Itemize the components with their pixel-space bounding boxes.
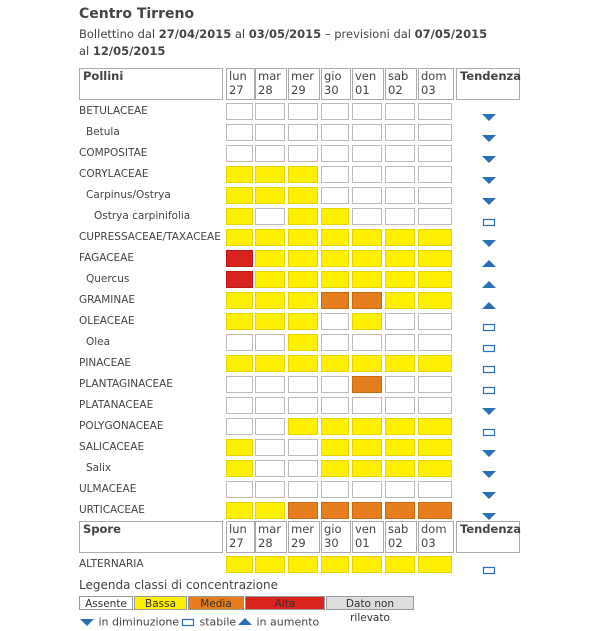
day-of-week: dom [421,69,447,83]
concentration-cell [255,271,285,288]
concentration-cell [288,103,318,120]
day-header [226,521,255,553]
day-header [288,68,320,100]
date-to: 03/05/2015 [248,27,322,41]
concentration-cell [418,502,452,519]
pollini-header-label: Pollini [79,68,223,100]
day-header [418,521,454,553]
day-number: 30 [324,536,339,550]
concentration-cell [418,166,452,183]
trend-up-icon [481,280,497,290]
concentration-cell [255,187,285,204]
trend-stable-icon [481,343,497,353]
concentration-cell [352,502,382,519]
taxon-label: PLANTAGINACEAE [79,378,173,390]
taxon-label: SALICACEAE [79,441,145,453]
concentration-cell [352,124,382,141]
concentration-cell [385,145,415,162]
concentration-cell [352,103,382,120]
trend-down-icon [481,490,497,500]
taxon-label: Betula [86,126,120,138]
legend-class-assente: Assente [79,596,133,610]
taxon-label: COMPOSITAE [79,147,148,159]
trend-indicator [481,401,497,411]
concentration-cell [385,166,415,183]
trend-down-icon [481,112,497,122]
concentration-cell [321,208,349,225]
day-number: 30 [324,83,339,97]
concentration-cell [352,166,382,183]
trend-down-icon [481,175,497,185]
concentration-cell [385,460,415,477]
concentration-cell [418,187,452,204]
concentration-cell [352,208,382,225]
concentration-cell [352,250,382,267]
legend-up [237,615,319,629]
day-of-week: lun [229,522,247,536]
forecast-separator: al [79,44,93,58]
concentration-cell [321,556,349,573]
concentration-cell [321,271,349,288]
concentration-cell [255,229,285,246]
concentration-cell [385,397,415,414]
concentration-cell [418,376,452,393]
trend-stable-icon [481,385,497,395]
concentration-cell [352,439,382,456]
concentration-cell [352,313,382,330]
day-number: 02 [388,536,403,550]
concentration-cell [352,229,382,246]
bulletin-prefix: Bollettino dal [79,27,159,41]
legend-up-label: in aumento [253,615,320,629]
concentration-cell [418,103,452,120]
legend-class-alta: Alta [245,596,325,610]
legend-class-dato-non-rilevato: Dato non rilevato [326,596,414,610]
day-number: 29 [291,536,306,550]
concentration-cell [226,103,253,120]
trend-up-icon [481,259,497,269]
trend-down-icon [481,469,497,479]
taxon-label: CORYLACEAE [79,168,149,180]
day-header [288,521,320,553]
taxon-label: BETULACEAE [79,105,148,117]
concentration-cell [226,355,253,372]
concentration-cell [385,502,415,519]
concentration-cell [321,229,349,246]
concentration-cell [352,397,382,414]
trend-indicator [481,380,497,390]
day-number: 01 [355,83,370,97]
concentration-cell [321,292,349,309]
concentration-cell [288,481,318,498]
concentration-cell [255,208,285,225]
concentration-cell [418,418,452,435]
concentration-cell [255,418,285,435]
concentration-cell [352,292,382,309]
concentration-cell [385,439,415,456]
concentration-cell [418,208,452,225]
concentration-cell [418,271,452,288]
concentration-cell [385,124,415,141]
concentration-cell [385,250,415,267]
trend-indicator [481,464,497,474]
taxon-label: Olea [86,336,111,348]
legend-down-label: in diminuzione [95,615,180,629]
concentration-cell [418,250,452,267]
forecast-from: 07/05/2015 [414,27,488,41]
concentration-cell [255,460,285,477]
day-number: 02 [388,83,403,97]
legend-down [79,615,179,629]
trend-down-icon [481,406,497,416]
day-of-week: ven [355,522,377,536]
forecast-to: 12/05/2015 [92,44,166,58]
taxon-label: GRAMINAE [79,294,136,306]
day-header [385,68,417,100]
day-header [255,68,287,100]
day-number: 27 [229,536,244,550]
concentration-cell [255,439,285,456]
concentration-cell [255,334,285,351]
concentration-cell [352,145,382,162]
concentration-cell [385,481,415,498]
trend-down-icon [481,238,497,248]
day-header [321,68,351,100]
concentration-cell [226,502,253,519]
taxon-label: PINACEAE [79,357,132,369]
trend-stable-icon [481,322,497,332]
concentration-cell [288,271,318,288]
taxon-label: OLEACEAE [79,315,135,327]
day-of-week: dom [421,522,447,536]
trend-down-icon [481,448,497,458]
taxon-label: ALTERNARIA [79,558,144,570]
concentration-cell [255,166,285,183]
taxon-label: CUPRESSACEAE/TAXACEAE [79,231,221,243]
concentration-cell [418,292,452,309]
concentration-cell [385,556,415,573]
spore-trend-header: Tendenza [456,521,520,553]
concentration-cell [255,355,285,372]
concentration-cell [288,250,318,267]
concentration-cell [418,229,452,246]
concentration-cell [226,271,253,288]
day-of-week: gio [324,522,342,536]
concentration-cell [226,460,253,477]
concentration-cell [385,355,415,372]
trend-stable-icon [481,364,497,374]
trend-up-icon [237,617,253,627]
concentration-cell [288,187,318,204]
concentration-cell [226,334,253,351]
pollini-trend-header: Tendenza [456,68,520,100]
concentration-cell [288,376,318,393]
concentration-cell [255,556,285,573]
trend-indicator [481,317,497,327]
concentration-cell [255,124,285,141]
concentration-cell [352,418,382,435]
trend-indicator [481,506,497,516]
trend-indicator [481,212,497,222]
trend-indicator [481,443,497,453]
concentration-cell [226,145,253,162]
trend-up-icon [481,301,497,311]
concentration-cell [226,376,253,393]
concentration-cell [226,481,253,498]
concentration-cell [321,124,349,141]
concentration-cell [288,418,318,435]
concentration-cell [418,145,452,162]
trend-indicator [481,485,497,495]
concentration-cell [288,292,318,309]
trend-indicator [481,149,497,159]
day-of-week: mar [258,522,281,536]
concentration-cell [321,376,349,393]
concentration-cell [321,166,349,183]
day-header [352,68,384,100]
concentration-cell [385,376,415,393]
taxon-label: ULMACEAE [79,483,137,495]
page-title: Centro Tirreno [79,6,195,22]
concentration-cell [418,313,452,330]
trend-indicator [481,338,497,348]
concentration-cell [288,355,318,372]
concentration-cell [352,187,382,204]
concentration-cell [226,208,253,225]
concentration-cell [385,103,415,120]
concentration-cell [226,292,253,309]
concentration-cell [288,460,318,477]
concentration-cell [321,187,349,204]
legend-stable-label: stabile [196,615,237,629]
concentration-cell [321,103,349,120]
concentration-cell [385,271,415,288]
day-header [226,68,255,100]
concentration-cell [288,502,318,519]
day-of-week: gio [324,69,342,83]
concentration-cell [418,481,452,498]
legend-title: Legenda classi di concentrazione [79,578,279,592]
trend-stable-icon [481,427,497,437]
concentration-cell [226,229,253,246]
concentration-cell [288,208,318,225]
day-header [352,521,384,553]
day-header [255,521,287,553]
concentration-cell [226,313,253,330]
concentration-cell [288,334,318,351]
concentration-cell [255,292,285,309]
trend-indicator [481,233,497,243]
concentration-cell [255,103,285,120]
concentration-cell [385,292,415,309]
concentration-cell [352,556,382,573]
concentration-cell [288,397,318,414]
day-of-week: sab [388,522,409,536]
concentration-cell [418,439,452,456]
trend-stable-icon [180,617,196,627]
day-number: 29 [291,83,306,97]
day-of-week: sab [388,69,409,83]
concentration-cell [226,439,253,456]
day-header [418,68,454,100]
trend-down-icon [79,617,95,627]
forecast-prefix: – previsioni dal [321,27,415,41]
taxon-label: POLYGONACEAE [79,420,164,432]
concentration-cell [255,376,285,393]
concentration-cell [321,418,349,435]
trend-indicator [481,422,497,432]
trend-indicator [481,254,497,264]
concentration-cell [418,124,452,141]
date-from: 27/04/2015 [158,27,232,41]
concentration-cell [418,334,452,351]
concentration-cell [385,229,415,246]
legend-class-bassa: Bassa [134,596,187,610]
bulletin-subtitle [79,26,499,60]
day-number: 01 [355,536,370,550]
concentration-cell [321,460,349,477]
trend-indicator [481,170,497,180]
concentration-cell [226,556,253,573]
date-separator: al [231,27,249,41]
concentration-cell [288,439,318,456]
taxon-label: Carpinus/Ostrya [86,189,171,201]
concentration-cell [321,334,349,351]
concentration-cell [226,124,253,141]
concentration-cell [255,313,285,330]
concentration-cell [288,145,318,162]
taxon-label: Ostrya carpinifolia [94,210,191,222]
concentration-cell [418,397,452,414]
taxon-label: PLATANACEAE [79,399,154,411]
concentration-cell [385,187,415,204]
concentration-cell [255,481,285,498]
concentration-cell [321,502,349,519]
concentration-cell [418,460,452,477]
concentration-cell [385,334,415,351]
concentration-cell [255,502,285,519]
concentration-cell [385,208,415,225]
concentration-cell [226,166,253,183]
concentration-cell [352,460,382,477]
concentration-cell [288,556,318,573]
trend-stable-icon [481,217,497,227]
taxon-label: URTICACEAE [79,504,145,516]
day-header [321,521,351,553]
trend-down-icon [481,133,497,143]
concentration-cell [418,355,452,372]
trend-indicator [481,560,497,570]
concentration-cell [321,145,349,162]
concentration-cell [226,250,253,267]
concentration-cell [226,397,253,414]
concentration-cell [288,229,318,246]
concentration-cell [385,418,415,435]
concentration-cell [226,187,253,204]
trend-indicator [481,359,497,369]
concentration-cell [255,250,285,267]
legend-stable [180,615,236,629]
legend-class-media: Media [188,596,244,610]
trend-indicator [481,107,497,117]
trend-indicator [481,191,497,201]
concentration-cell [352,271,382,288]
day-of-week: mer [291,522,315,536]
concentration-cell [385,313,415,330]
concentration-cell [288,313,318,330]
day-of-week: ven [355,69,377,83]
trend-stable-icon [481,565,497,575]
concentration-cell [321,250,349,267]
concentration-cell [255,145,285,162]
day-number: 28 [258,536,273,550]
concentration-cell [226,418,253,435]
day-number: 03 [421,83,436,97]
day-of-week: lun [229,69,247,83]
day-of-week: mer [291,69,315,83]
concentration-cell [288,124,318,141]
concentration-cell [288,166,318,183]
taxon-label: FAGACEAE [79,252,134,264]
concentration-cell [321,481,349,498]
taxon-label: Quercus [86,273,130,285]
trend-indicator [481,128,497,138]
day-of-week: mar [258,69,281,83]
day-number: 03 [421,536,436,550]
concentration-cell [418,556,452,573]
trend-down-icon [481,196,497,206]
concentration-cell [321,439,349,456]
concentration-cell [255,397,285,414]
day-header [385,521,417,553]
concentration-cell [352,334,382,351]
spore-header-label: Spore [79,521,223,553]
concentration-cell [352,376,382,393]
concentration-cell [352,481,382,498]
trend-indicator [481,275,497,285]
concentration-cell [321,397,349,414]
day-number: 27 [229,83,244,97]
concentration-cell [352,355,382,372]
concentration-cell [321,313,349,330]
day-number: 28 [258,83,273,97]
trend-indicator [481,296,497,306]
concentration-cell [321,355,349,372]
taxon-label: Salix [86,462,112,474]
trend-down-icon [481,154,497,164]
trend-down-icon [481,511,497,521]
